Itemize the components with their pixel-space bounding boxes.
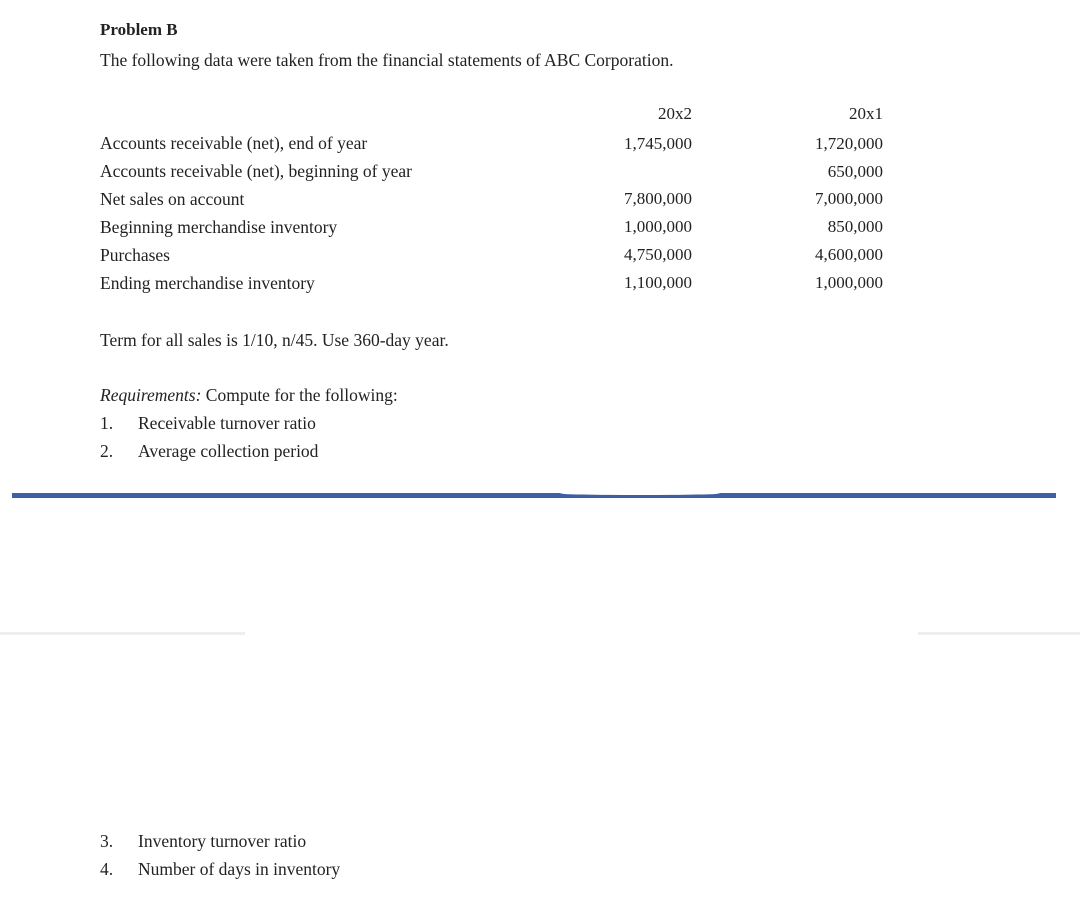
requirements-lead: Requirements: (100, 385, 202, 405)
problem-title: Problem B (100, 20, 178, 39)
row-label-net-sales: Net sales on account (100, 189, 245, 209)
row-value-ending-inventory-20x2: 1,100,000 (624, 273, 692, 292)
row-label-ending-inventory: Ending merchandise inventory (100, 273, 315, 293)
requirement-item (100, 413, 316, 434)
row-value-purchases-20x2: 4,750,000 (624, 245, 692, 264)
requirement-text: Inventory turnover ratio (138, 831, 307, 851)
row-label-ar-beginning: Accounts receivable (net), beginning of year (100, 161, 412, 181)
row-value-ending-inventory-20x1: 1,000,000 (815, 273, 883, 292)
row-value-net-sales-20x1: 7,000,000 (815, 189, 883, 208)
sales-term-note: Term for all sales is 1/10, n/45. Use 360-day year. (100, 330, 449, 350)
row-value-beginning-inventory-20x1: 850,000 (827, 217, 883, 236)
intro-text: The following data were taken from the financial statements of ABC Corporation. (100, 50, 674, 70)
row-value-ar-end-20x1: 1,720,000 (815, 134, 883, 153)
divider-gap (560, 492, 720, 495)
row-label-beginning-inventory: Beginning merchandise inventory (100, 217, 338, 237)
row-value-net-sales-20x2: 7,800,000 (624, 189, 692, 208)
requirement-number: 3. (100, 831, 114, 851)
requirement-number: 2. (100, 441, 114, 461)
row-value-purchases-20x1: 4,600,000 (815, 245, 883, 264)
column-header-20x2: 20x2 (658, 104, 692, 123)
requirement-text: Receivable turnover ratio (138, 413, 316, 433)
row-value-ar-end-20x2: 1,745,000 (624, 134, 692, 153)
column-header-20x1: 20x1 (849, 104, 883, 123)
row-value-ar-beginning-20x1: 650,000 (827, 162, 883, 181)
requirement-number: 1. (100, 413, 114, 433)
faint-line-left (0, 632, 245, 635)
requirement-item (100, 441, 318, 462)
requirement-item (100, 831, 306, 852)
section-divider (12, 493, 1056, 498)
requirements-text: Compute for the following: (205, 385, 398, 405)
requirements-heading (100, 385, 398, 406)
row-label-ar-end: Accounts receivable (net), end of year (100, 133, 368, 153)
row-label-purchases: Purchases (100, 245, 170, 265)
requirement-text: Number of days in inventory (138, 859, 341, 879)
row-value-beginning-inventory-20x2: 1,000,000 (624, 217, 692, 236)
requirement-number: 4. (100, 859, 114, 879)
faint-line-right (918, 632, 1080, 635)
requirement-item (100, 859, 340, 880)
requirement-text: Average collection period (138, 441, 319, 461)
